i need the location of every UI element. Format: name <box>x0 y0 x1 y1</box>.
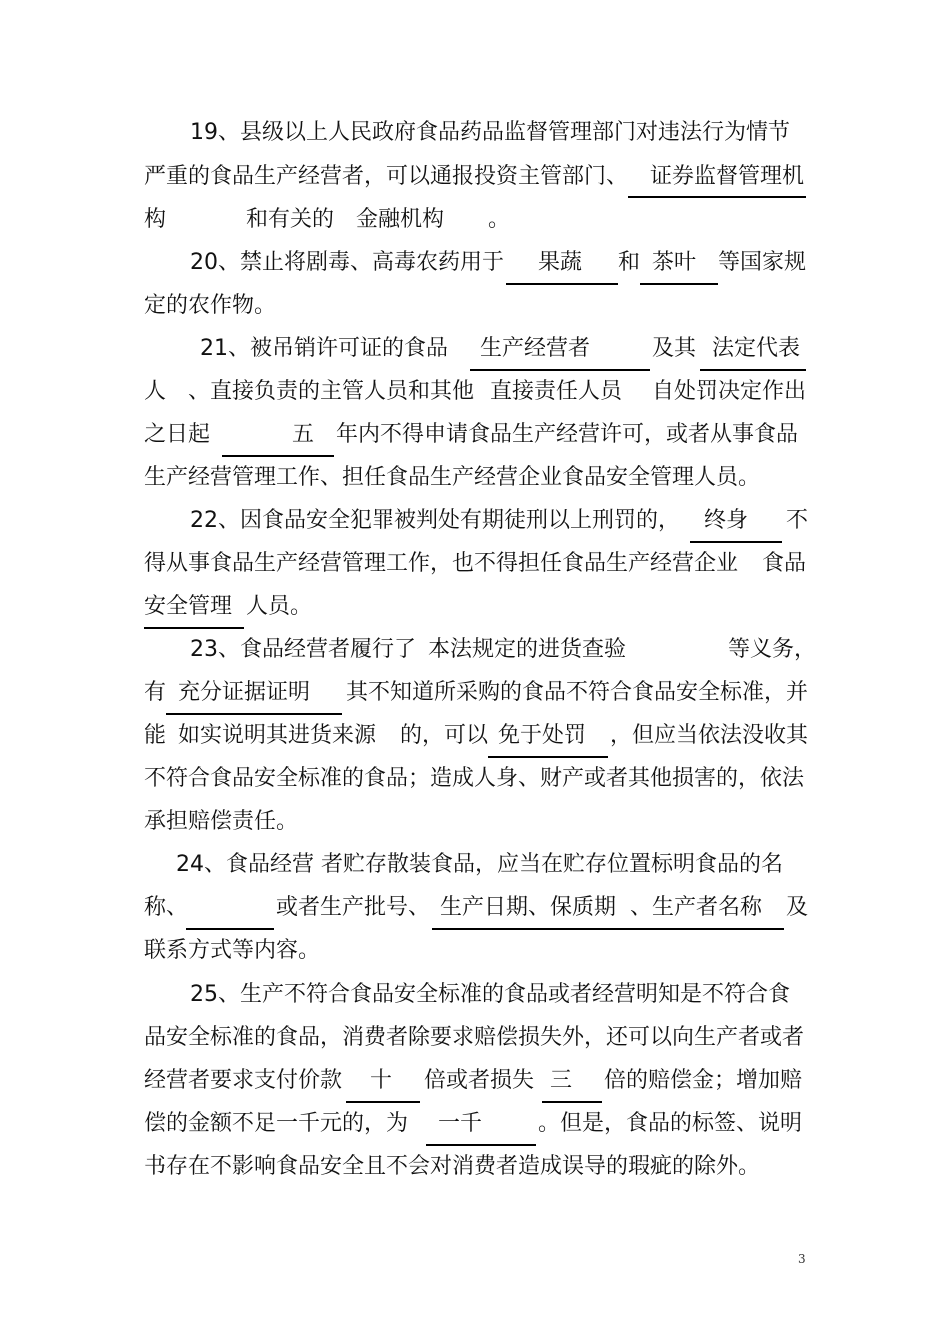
q24-line2c: 、生产者名称 <box>630 895 763 920</box>
q21-line3: 之日起 <box>144 422 211 447</box>
q23-answer-source: 如实说明其进货来源 <box>178 723 377 748</box>
q25-answer-three: 三 <box>550 1068 573 1093</box>
q20-line1: 20、禁止将剧毒、高毒农药用于 <box>190 250 504 275</box>
q23-line4: 不符合食品安全标准的食品；造成人身、财产或者其他损害的，依法 <box>144 766 805 791</box>
q25-blank3 <box>426 1144 536 1146</box>
q23-answer-inspection: 本法规定的进货查验 <box>428 637 627 662</box>
q19-answer-finance: 金融机构 <box>356 207 445 232</box>
q25-line3: 经营者要求支付价款 <box>144 1068 343 1093</box>
q25-line2: 品安全标准的食品，消费者除要求赔偿损失外，还可以向生产者或者 <box>144 1025 805 1050</box>
q24-line1: 24、食品经营 者贮存散装食品，应当在贮存位置标明食品的名 <box>176 852 783 877</box>
page-number: 3 <box>798 1252 806 1266</box>
q22-line3: 人员。 <box>246 594 313 619</box>
q23-line2: 有 <box>144 680 167 705</box>
q22-answer-safety-mgmt: 食品 <box>762 551 807 576</box>
q25-line4b: 。但是，食品的标签、说明 <box>538 1111 803 1136</box>
q24-answer-date: 生产日期、保质期 <box>440 895 617 920</box>
q24-line2d: 及 <box>786 895 809 920</box>
q23-blank2 <box>166 713 342 715</box>
q25-line4: 偿的金额不足一千元的，为 <box>144 1111 409 1136</box>
q21-answer-direct: 直接责任人员 <box>490 379 623 404</box>
q20-answer-tea: 茶叶 <box>652 250 697 275</box>
q23-line3b: 的，可以 <box>400 723 489 748</box>
q19-line3: 和有关的 <box>246 207 335 232</box>
q21-line3b: 年内不得申请食品生产经营许可，或者从事食品 <box>336 422 799 447</box>
q20-blank2 <box>640 283 718 285</box>
q22-line1b: 不 <box>786 508 809 533</box>
q25-answer-ten: 十 <box>370 1068 393 1093</box>
q22-answer-lifetime: 终身 <box>704 508 749 533</box>
q21-blank2 <box>700 369 806 371</box>
q25-blank2 <box>542 1101 602 1103</box>
q22-answer-safety-mgmt-cont: 安全管理 <box>144 594 233 619</box>
q21-answer-legal-rep: 法定代表 <box>712 336 801 361</box>
q21-line1: 21、被吊销许可证的食品 <box>200 336 448 361</box>
q21-blank4 <box>222 455 334 457</box>
q25-line3b: 倍或者损失 <box>424 1068 535 1093</box>
q19-answer-securities: 证券监督管理机 <box>650 164 805 189</box>
q19-line1: 19、县级以上人民政府食品药品监督管理部门对违法行为情节 <box>190 120 790 145</box>
q23-answer-exempt: 免于处罚 <box>498 723 587 748</box>
q20-and: 和 <box>618 250 641 275</box>
q20-line2: 定的农作物。 <box>144 293 277 318</box>
q21-line4: 生产经营管理工作、担任食品生产经营企业食品安全管理人员。 <box>144 465 761 490</box>
q23-blank4 <box>488 756 608 758</box>
q21-blank1 <box>470 369 650 371</box>
q23-answer-evidence: 充分证据证明 <box>178 680 311 705</box>
q24-blank2 <box>432 928 784 930</box>
q25-line1: 25、生产不符合食品安全标准的食品或者经营明知是不符合食 <box>190 982 790 1007</box>
q19-end: 。 <box>488 207 511 232</box>
q20-line1b: 等国家规 <box>718 250 807 275</box>
q24-blank1 <box>186 928 274 930</box>
q24-line3: 联系方式等内容。 <box>144 938 321 963</box>
q20-answer-fruit: 果蔬 <box>538 250 583 275</box>
q19-answer-securities-cont: 构 <box>144 207 167 232</box>
q22-line2: 得从事食品生产经营管理工作，也不得担任食品生产经营企业 <box>144 551 739 576</box>
q21-line2b: 自处罚决定作出 <box>652 379 807 404</box>
q21-line2: 、直接负责的主管人员和其他 <box>188 379 475 404</box>
q21-answer-operator: 生产经营者 <box>480 336 591 361</box>
q25-blank1 <box>346 1101 420 1103</box>
q23-line3c: ，但应当依法没收其 <box>610 723 809 748</box>
q21-mid: 及其 <box>652 336 697 361</box>
q20-blank1 <box>506 283 618 285</box>
q25-line5: 书存在不影响食品安全且不会对消费者造成误导的瑕疵的除外。 <box>144 1154 761 1179</box>
q23-line2b: 其不知道所采购的食品不符合食品安全标准，并 <box>346 680 809 705</box>
q19-blank1 <box>628 196 806 198</box>
q23-line3: 能 <box>144 723 167 748</box>
q22-line1: 22、因食品安全犯罪被判处有期徒刑以上刑罚的， <box>190 508 680 533</box>
q21-answer-legal-rep-cont: 人 <box>144 379 167 404</box>
q22-blank1 <box>690 541 782 543</box>
q25-answer-thousand: 一千 <box>438 1111 483 1136</box>
q19-line2: 严重的食品生产经营者，可以通报投资主管部门、 <box>144 164 629 189</box>
q23-line1b: 等义务， <box>728 637 817 662</box>
q25-line3c: 倍的赔偿金；增加赔 <box>604 1068 803 1093</box>
q23-line1: 23、食品经营者履行了 <box>190 637 416 662</box>
q24-line2: 称、 <box>144 895 189 920</box>
q24-line2b: 或者生产批号、 <box>276 895 431 920</box>
q22-blank2 <box>144 627 244 629</box>
q21-answer-five: 五 <box>292 422 315 447</box>
q23-line5: 承担赔偿责任。 <box>144 809 299 834</box>
